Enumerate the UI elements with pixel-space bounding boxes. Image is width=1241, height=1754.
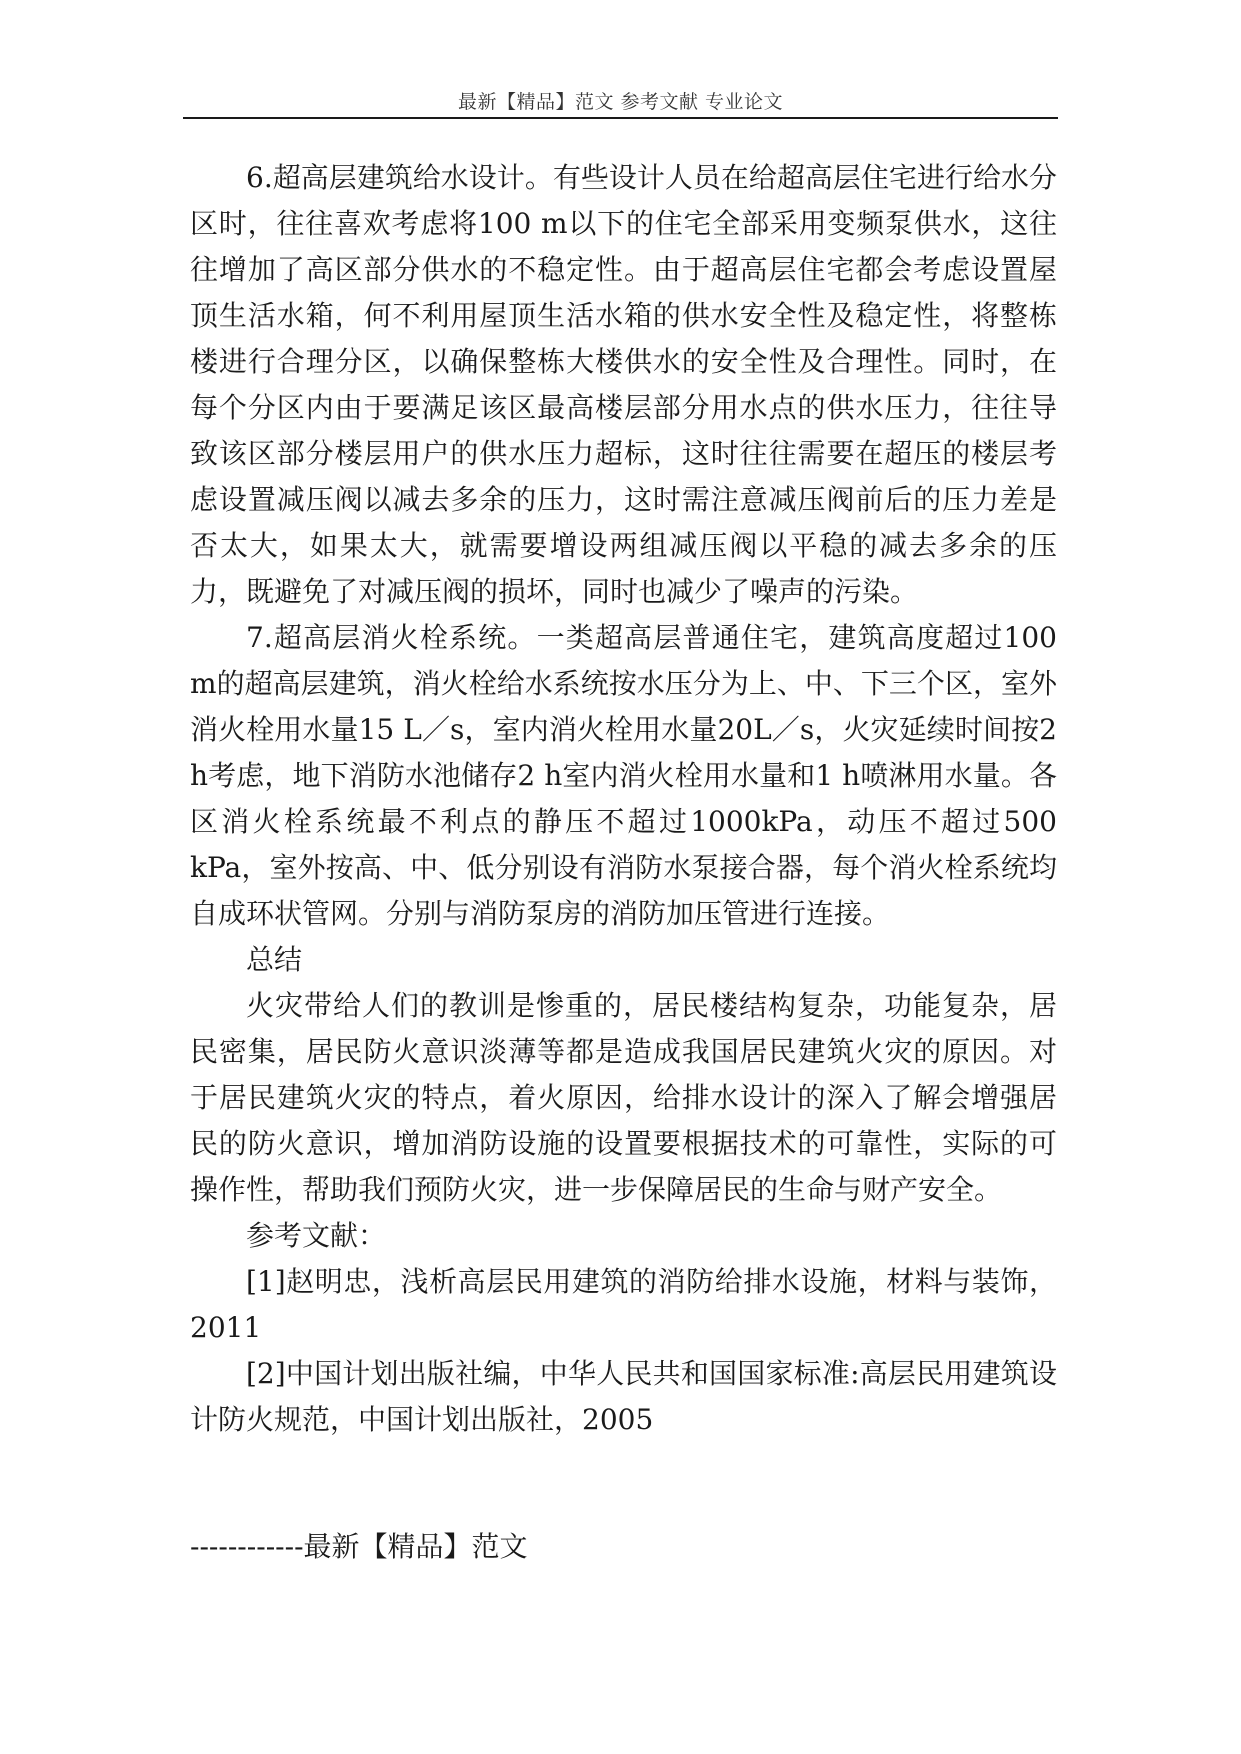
paragraph-summary: 火灾带给人们的教训是惨重的，居民楼结构复杂，功能复杂，居民密集，居民防火意识淡薄等都是造成我国居民建筑火灾的原因。对于居民建筑火灾的特点，着火原因，给排水设计的深入了解会增强居民的防火意识，增加消防设施的设置要根据技术的可靠性，实际的可操作性，帮助我们预防火灾，进一步保障居民的生命与财产安全。 (190, 989, 1057, 1206)
reference-item: [2]中国计划出版社编，中华人民共和国国家标准:高层民用建筑设计防火规范，中国计划出版社，2005 (190, 1357, 1057, 1436)
document-body (190, 155, 1057, 1443)
section-heading-references: 参考文献： (246, 1219, 387, 1252)
paragraph-fire-hydrant-system: 7.超高层消火栓系统。一类超高层普通住宅，建筑高度超过100 m的超高层建筑，消火栓给水系统按水压分为上、中、下三个区，室外消火栓用水量15 L／s，室内消火栓用水量20L／s，火灾延续时间按2 h考虑，地下消防水池储存2 h室内消火栓用水量和1 h喷淋用水量。各区消火栓系统最不利点的静压不超过1000kPa，动压不超过500 kPa，室外按高、中、低分别设有消防水泵接合器，每个消火栓系统均自成环状管网。分别与消防泵房的消防加压管进行连接。 (190, 621, 1057, 930)
reference-item: [1]赵明忠，浅析高层民用建筑的消防给排水设施，材料与装饰，2011 (190, 1265, 1057, 1344)
page-header: 最新【精品】范文 参考文献 专业论文 (457, 91, 784, 113)
section-heading-summary: 总结 (246, 943, 303, 976)
paragraph-water-supply-design: 6.超高层建筑给水设计。有些设计人员在给超高层住宅进行给水分区时，往往喜欢考虑将100 m以下的住宅全部采用变频泵供水，这往往增加了高区部分供水的不稳定性。由于超高层住宅都会考虑设置屋顶生活水箱，何不利用屋顶生活水箱的供水安全性及稳定性，将整栋楼进行合理分区，以确保整栋大楼供水的安全性及合理性。同时，在每个分区内由于要满足该区最高楼层部分用水点的供水压力，往往导致该区部分楼层用户的供水压力超标，这时往往需要在超压的楼层考虑设置减压阀以减去多余的压力，这时需注意减压阀前后的压力差是否太大，如果太大，就需要增设两组减压阀以平稳的减去多余的压力，既避免了对减压阀的损坏，同时也减少了噪声的污染。 (190, 161, 1057, 608)
page-footer: ------------最新【精品】范文 (190, 1530, 528, 1563)
header-divider (183, 117, 1058, 119)
